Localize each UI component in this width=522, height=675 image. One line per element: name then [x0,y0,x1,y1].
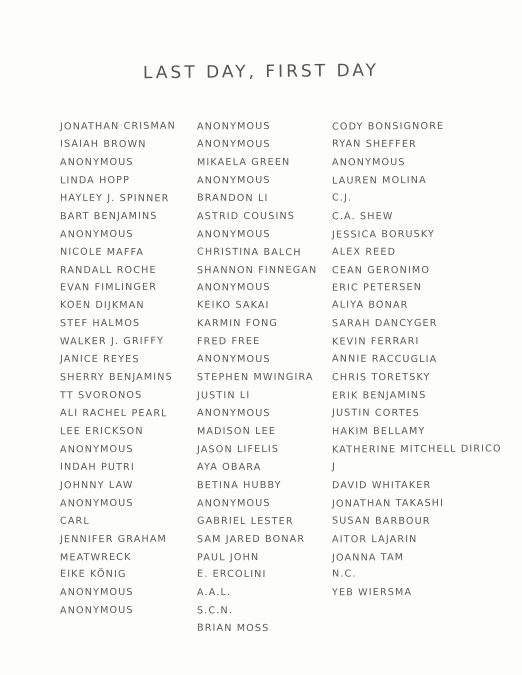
name-entry: S.C.N. [196,605,234,617]
name-entry: ANONYMOUS [59,497,134,510]
name-entry: KEIKO SAKAI [196,300,270,312]
name-entry: INDAH PUTRI [59,461,135,473]
name-entry: ALI RACHEL PEARL [59,407,168,420]
name-entry: ANONYMOUS [196,353,271,366]
name-entry: ANONYMOUS [59,605,134,617]
name-column-3 [332,118,502,602]
name-entry: ASTRID COUSINS [196,210,296,222]
name-entry: ANONYMOUS [196,138,271,151]
name-entry: E. ERCOLINI [196,569,267,581]
name-entry: ERIC PETERSEN [331,282,423,295]
name-entry: ISAIAH BROWN [59,138,147,151]
name-entry: BRANDON LI [196,192,269,204]
name-entry: KEVIN FERRARI [331,336,420,348]
name-entry: NICOLE MAFFA [59,246,145,258]
name-entry: JANICE REYES [59,353,140,366]
name-entry: SAM JARED BONAR [196,533,306,545]
name-entry: MADISON LEE [196,425,277,438]
name-entry: BRIAN MOSS [196,622,270,635]
name-entry: ANONYMOUS [331,156,406,169]
name-entry: JESSICA BORUSKY [331,228,436,241]
name-entry: KOEN DIJKMAN [59,300,145,312]
name-entry: ALEX REED [331,246,397,258]
name-entry: CARL [59,515,90,527]
name-entry: DAVID WHITAKER [331,479,432,492]
name-entry: BART BENJAMINS [59,210,158,222]
name-entry: STEF HALMOS [59,318,141,330]
name-entry: JUSTIN LI [196,390,251,402]
name-entry: ALIYA BONAR [331,299,409,312]
name-entry: ANONYMOUS [196,174,271,187]
name-entry: ANNIE RACCUGLIA [331,353,438,366]
name-entry: JOANNA TAM [331,551,405,564]
name-entry: RYAN SHEFFER [331,138,417,150]
name-entry: HAYLEY J. SPINNER [59,192,170,205]
page-title: LAST DAY, FIRST DAY [142,60,380,84]
name-entry: HAKIM BELLAMY [331,425,426,438]
name-entry: ANONYMOUS [59,156,134,169]
name-column-1 [60,118,176,620]
name-entry: STEPHEN MWINGIRA [196,371,314,384]
name-entry: SUSAN BARBOUR [331,515,431,527]
name-entry: CODY BONSIGNORE [331,120,445,133]
name-entry: LEE ERICKSON [59,425,144,438]
name-entry: KATHERINE MITCHELL DIRICO [331,443,502,456]
name-column-2 [197,118,317,638]
name-entry: WALKER J. GRIFFY [59,335,165,348]
name-entry: YEB WIERSMA [331,587,413,599]
name-entry: KARMIN FONG [196,318,279,330]
name-entry: AITOR LAJARIN [331,533,418,545]
name-entry: LAUREN MOLINA [331,174,427,187]
name-entry: EVAN FIMLINGER [59,282,158,294]
name-entry: SARAH DANCYGER [331,318,438,330]
name-entry: JENNIFER GRAHAM [59,533,167,545]
name-entry: ANONYMOUS [196,407,271,420]
name-entry: ANONYMOUS [196,120,271,133]
name-entry: ANONYMOUS [59,587,134,599]
name-entry: GABRIEL LESTER [196,515,294,527]
name-entry: FRED FREE [196,336,261,348]
name-entry: AYA OBARA [196,461,262,473]
name-entry: CEAN GERONIMO [331,264,431,276]
name-entry: SHERRY BENJAMINS [59,371,173,384]
name-entry: ANONYMOUS [196,228,271,241]
name-entry: SHANNON FINNEGAN [196,264,318,276]
name-entry: C.A. SHEW [331,210,394,222]
name-entry: JOHNNY LAW [59,479,134,491]
name-entry: ANONYMOUS [59,228,134,241]
name-entry: JONATHAN CRISMAN [59,120,176,133]
name-entry: LINDA HOPP [59,174,131,187]
name-entry: CHRIS TORETSKY [331,372,431,384]
name-entry: CHRISTINA BALCH [196,246,302,258]
name-entry: JONATHAN TAKASHI [331,497,445,510]
name-entry: ERIK BENJAMINS [331,389,427,402]
name-entry: N.C. [331,568,357,581]
name-entry: EIKE KÖNIG [59,569,127,581]
name-entry: J [331,461,337,473]
name-entry: ANONYMOUS [196,497,271,510]
name-entry: JUSTIN CORTES [331,407,421,420]
name-entry: ANONYMOUS [196,282,271,294]
name-entry: RANDALL ROCHE [59,264,157,276]
name-entry: BETINA HUBBY [196,479,282,491]
name-entry: A.A.L. [196,587,232,599]
name-entry: MEATWRECK [59,551,132,563]
name-entry: C.J. [331,192,353,204]
name-entry: TT SVORONOS [59,389,143,402]
name-entry: MIKAELA GREEN [196,156,291,169]
name-entry: JASON LIFELIS [196,443,280,456]
name-entry: ANONYMOUS [59,443,134,456]
name-entry: PAUL JOHN [196,551,260,563]
